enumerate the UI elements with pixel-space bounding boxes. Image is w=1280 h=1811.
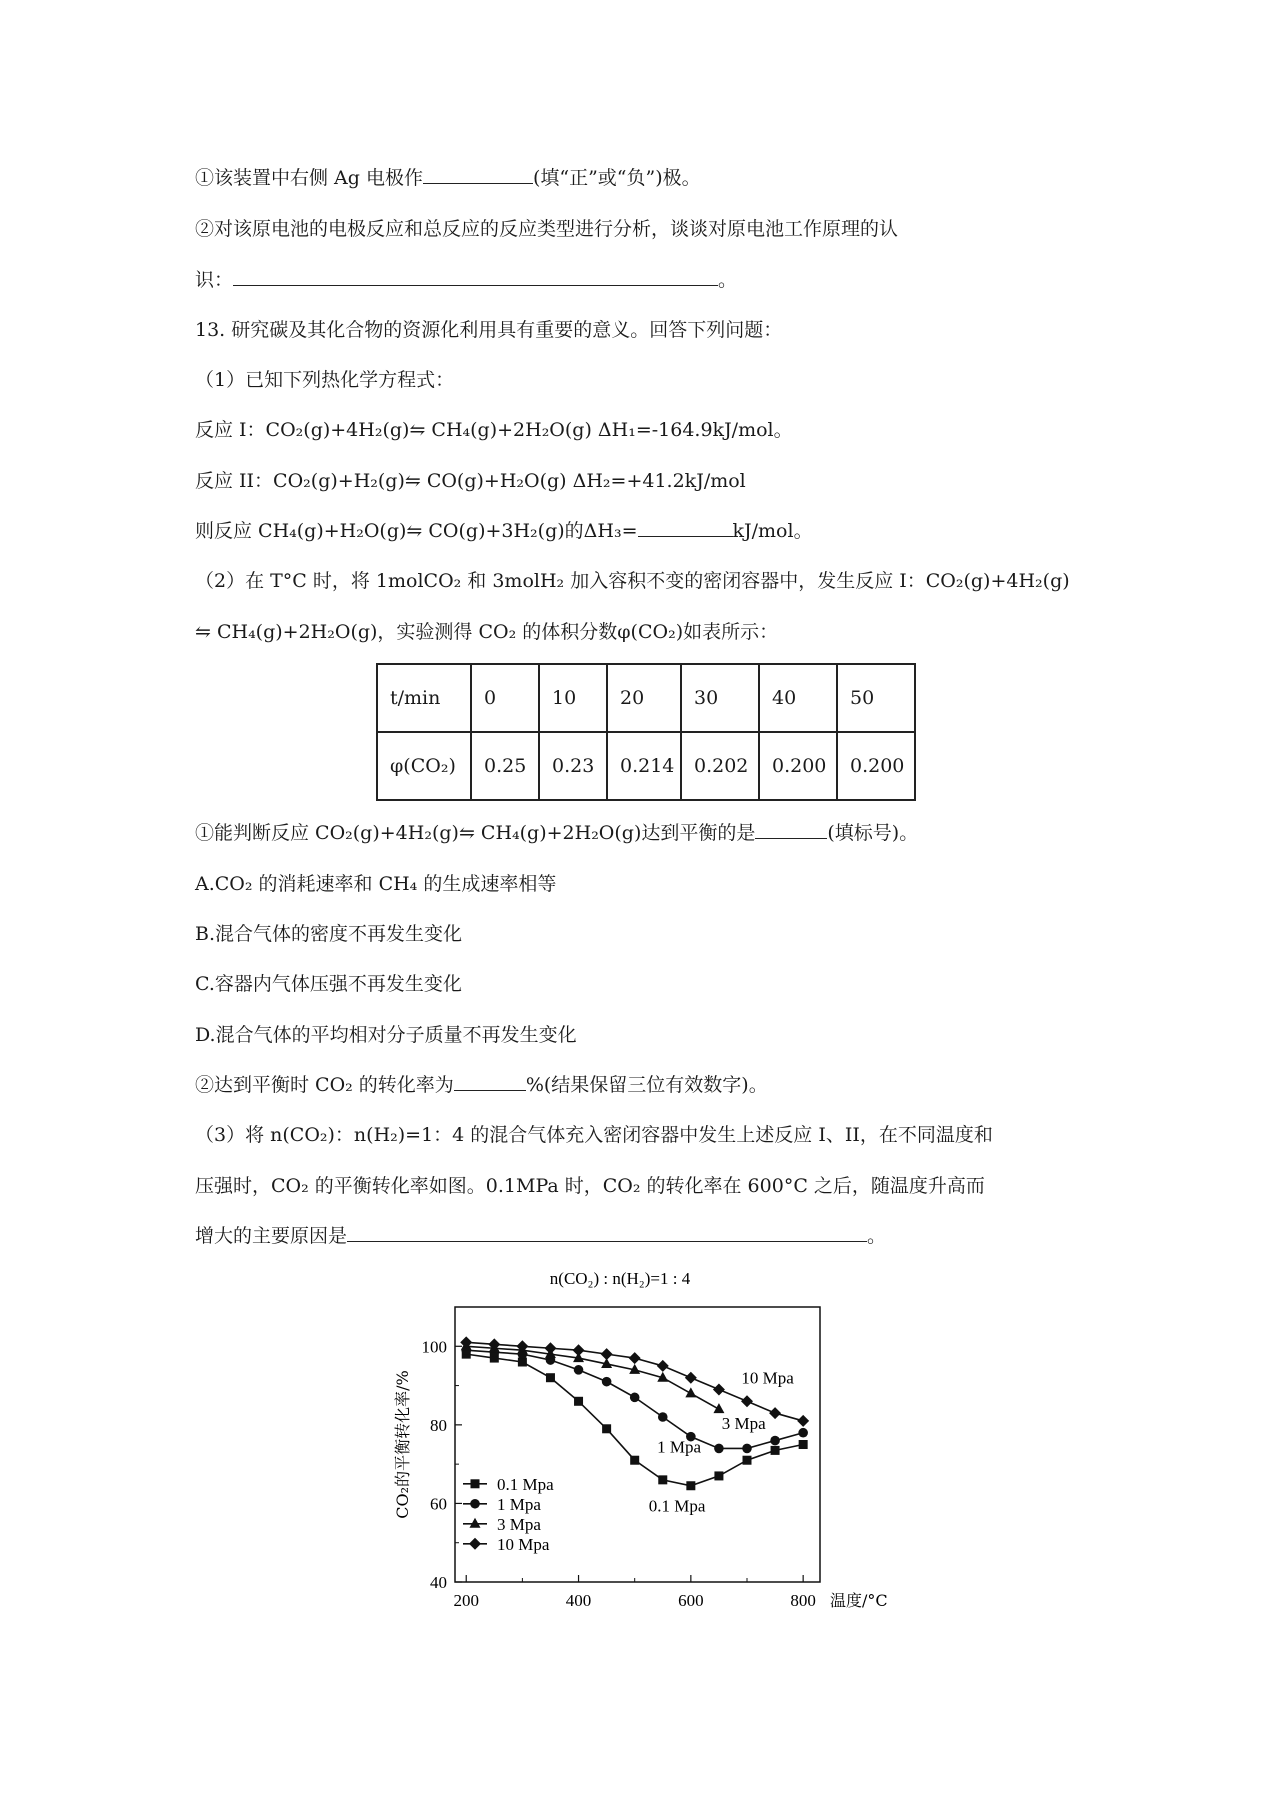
text: %(结果保留三位有效数字)。 bbox=[525, 1074, 768, 1096]
q13-title: 13. 研究碳及其化合物的资源化利用具有重要的意义。回答下列问题： bbox=[195, 319, 783, 341]
q-line-11 bbox=[195, 820, 918, 846]
x-tick-label: 400 bbox=[565, 1591, 592, 1610]
text: 。 bbox=[718, 269, 738, 291]
text: ①该装置中右侧 Ag 电极作 bbox=[195, 167, 423, 189]
data-point bbox=[798, 1428, 808, 1438]
legend-label: 1 Mpa bbox=[497, 1494, 541, 1514]
text: 。 bbox=[867, 1225, 887, 1247]
q-line-5: （1）已知下列热化学方程式： bbox=[195, 369, 455, 391]
y-tick-label: 60 bbox=[430, 1494, 447, 1514]
data-point bbox=[685, 1372, 697, 1384]
data-point bbox=[630, 1456, 639, 1465]
answer-blank bbox=[454, 1072, 526, 1091]
option-b: B.混合气体的密度不再发生变化 bbox=[195, 923, 463, 945]
answer-blank bbox=[755, 820, 827, 839]
table-cell: 10 bbox=[539, 664, 607, 732]
option-d: D.混合气体的平均相对分子质量不再发生变化 bbox=[195, 1024, 577, 1046]
x-tick-label: 800 bbox=[790, 1591, 816, 1610]
table-cell: 0.214 bbox=[607, 732, 681, 800]
answer-blank bbox=[347, 1223, 867, 1242]
data-point bbox=[658, 1475, 667, 1484]
q-line-19 bbox=[195, 1223, 886, 1249]
answer-blank bbox=[423, 165, 533, 184]
data-point bbox=[686, 1481, 695, 1490]
data-point bbox=[799, 1440, 808, 1449]
text: (填标号)。 bbox=[827, 822, 919, 844]
table-cell: t/min bbox=[377, 664, 471, 732]
data-point bbox=[629, 1352, 641, 1364]
data-point bbox=[602, 1424, 611, 1433]
q-line-17: （3）将 n(CO₂)：n(H₂)=1：4 的混合气体充入密闭容器中发生上述反应 I、II，在不同温度和 bbox=[195, 1124, 993, 1146]
data-point bbox=[658, 1412, 668, 1422]
legend-marker bbox=[470, 1518, 481, 1528]
text: 增大的主要原因是 bbox=[195, 1225, 348, 1247]
table-cell: φ(CO₂) bbox=[377, 732, 471, 800]
reaction-1: 反应 I：CO₂(g)+4H₂(g)⇋ CH₄(g)+2H₂O(g) ΔH₁=-164.9kJ/mol。 bbox=[195, 419, 793, 441]
series-line bbox=[466, 1346, 719, 1409]
table-cell: 40 bbox=[759, 664, 837, 732]
data-point bbox=[769, 1407, 781, 1419]
chart-title: n(CO₂) : n(H₂)=1 : 4 bbox=[549, 1269, 691, 1288]
data-point bbox=[770, 1436, 780, 1446]
q-line-9: （2）在 T°C 时，将 1molCO₂ 和 3molH₂ 加入容积不变的密闭容器中，发生反应 I：CO₂(g)+4H₂(g) bbox=[195, 570, 1070, 592]
data-point bbox=[601, 1348, 613, 1360]
q-line-8 bbox=[195, 518, 813, 544]
legend-label: 3 Mpa bbox=[497, 1514, 541, 1534]
table-row bbox=[377, 732, 915, 800]
table-cell: 50 bbox=[837, 664, 915, 732]
q-line-16 bbox=[195, 1072, 768, 1098]
table-cell: 0.200 bbox=[759, 732, 837, 800]
table-cell: 20 bbox=[607, 664, 681, 732]
q-line-1 bbox=[195, 165, 701, 191]
text: ②达到平衡时 CO₂ 的转化率为 bbox=[195, 1074, 454, 1096]
data-point bbox=[657, 1360, 669, 1372]
data-point bbox=[743, 1456, 752, 1465]
data-point bbox=[574, 1365, 584, 1375]
legend-marker bbox=[471, 1479, 480, 1488]
q-line-18: 压强时，CO₂ 的平衡转化率如图。0.1MPa 时，CO₂ 的转化率在 600°C 之后，随温度升高而 bbox=[195, 1175, 985, 1197]
curve-label: 3 Mpa bbox=[721, 1413, 766, 1433]
data-point bbox=[741, 1395, 753, 1407]
legend-marker bbox=[469, 1538, 481, 1550]
data-point bbox=[713, 1403, 724, 1413]
data-point bbox=[742, 1444, 752, 1454]
x-tick-label: 200 bbox=[453, 1591, 479, 1610]
table-row bbox=[377, 664, 915, 732]
legend-marker bbox=[470, 1499, 480, 1509]
q-line-3 bbox=[195, 267, 737, 293]
reaction-2: 反应 II：CO₂(g)+H₂(g)⇋ CO(g)+H₂O(g) ΔH₂=+41.2kJ/mol bbox=[195, 470, 746, 492]
option-a: A.CO₂ 的消耗速率和 CH₄ 的生成速率相等 bbox=[195, 873, 557, 895]
text: (填“正”或“负”)极。 bbox=[532, 167, 701, 189]
table-cell: 0.202 bbox=[681, 732, 759, 800]
q-line-2: ②对该原电池的电极反应和总反应的反应类型进行分析，谈谈对原电池工作原理的认 bbox=[195, 218, 899, 240]
table-cell: 30 bbox=[681, 664, 759, 732]
table-cell: 0.23 bbox=[539, 732, 607, 800]
option-c: C.容器内气体压强不再发生变化 bbox=[195, 973, 462, 995]
text: 则反应 CH₄(g)+H₂O(g)⇋ CO(g)+3H₂(g)的ΔH₃= bbox=[195, 520, 638, 542]
legend-label: 10 Mpa bbox=[497, 1534, 550, 1554]
data-point bbox=[574, 1397, 583, 1406]
data-point bbox=[573, 1344, 585, 1356]
text: ①能判断反应 CO₂(g)+4H₂(g)⇋ CH₄(g)+2H₂O(g)达到平衡的是 bbox=[195, 822, 756, 844]
q-line-10: ⇋ CH₄(g)+2H₂O(g)，实验测得 CO₂ 的体积分数φ(CO₂)如表所示： bbox=[195, 621, 779, 643]
data-point bbox=[544, 1342, 556, 1354]
table-cell: 0.25 bbox=[471, 732, 539, 800]
y-tick-label: 80 bbox=[430, 1415, 447, 1435]
data-point bbox=[630, 1393, 640, 1403]
curve-label: 10 Mpa bbox=[741, 1368, 794, 1388]
data-point bbox=[714, 1444, 724, 1454]
table-cell: 0.200 bbox=[837, 732, 915, 800]
x-tick-label: 600 bbox=[678, 1591, 704, 1610]
y-tick-label: 40 bbox=[430, 1573, 447, 1592]
text: 识： bbox=[195, 269, 234, 291]
conversion-chart bbox=[380, 1262, 920, 1632]
y-tick-label: 100 bbox=[421, 1337, 447, 1357]
answer-blank bbox=[638, 518, 733, 537]
x-axis-label: 温度/°C bbox=[830, 1591, 888, 1610]
data-point bbox=[685, 1387, 696, 1397]
answer-blank bbox=[233, 267, 718, 286]
curve-label: 1 Mpa bbox=[657, 1437, 702, 1457]
phi-table bbox=[376, 663, 916, 801]
text: kJ/mol。 bbox=[732, 520, 813, 542]
data-point bbox=[546, 1373, 555, 1382]
data-point bbox=[714, 1471, 723, 1480]
data-point bbox=[771, 1446, 780, 1455]
data-point bbox=[602, 1377, 612, 1387]
table-cell: 0 bbox=[471, 664, 539, 732]
chart-plot-area bbox=[393, 1307, 888, 1610]
curve-label: 0.1 Mpa bbox=[648, 1496, 706, 1516]
data-point bbox=[797, 1415, 809, 1427]
legend-label: 0.1 Mpa bbox=[497, 1474, 554, 1494]
data-point bbox=[713, 1384, 725, 1396]
y-axis-label: CO₂的平衡转化率/% bbox=[393, 1370, 412, 1519]
